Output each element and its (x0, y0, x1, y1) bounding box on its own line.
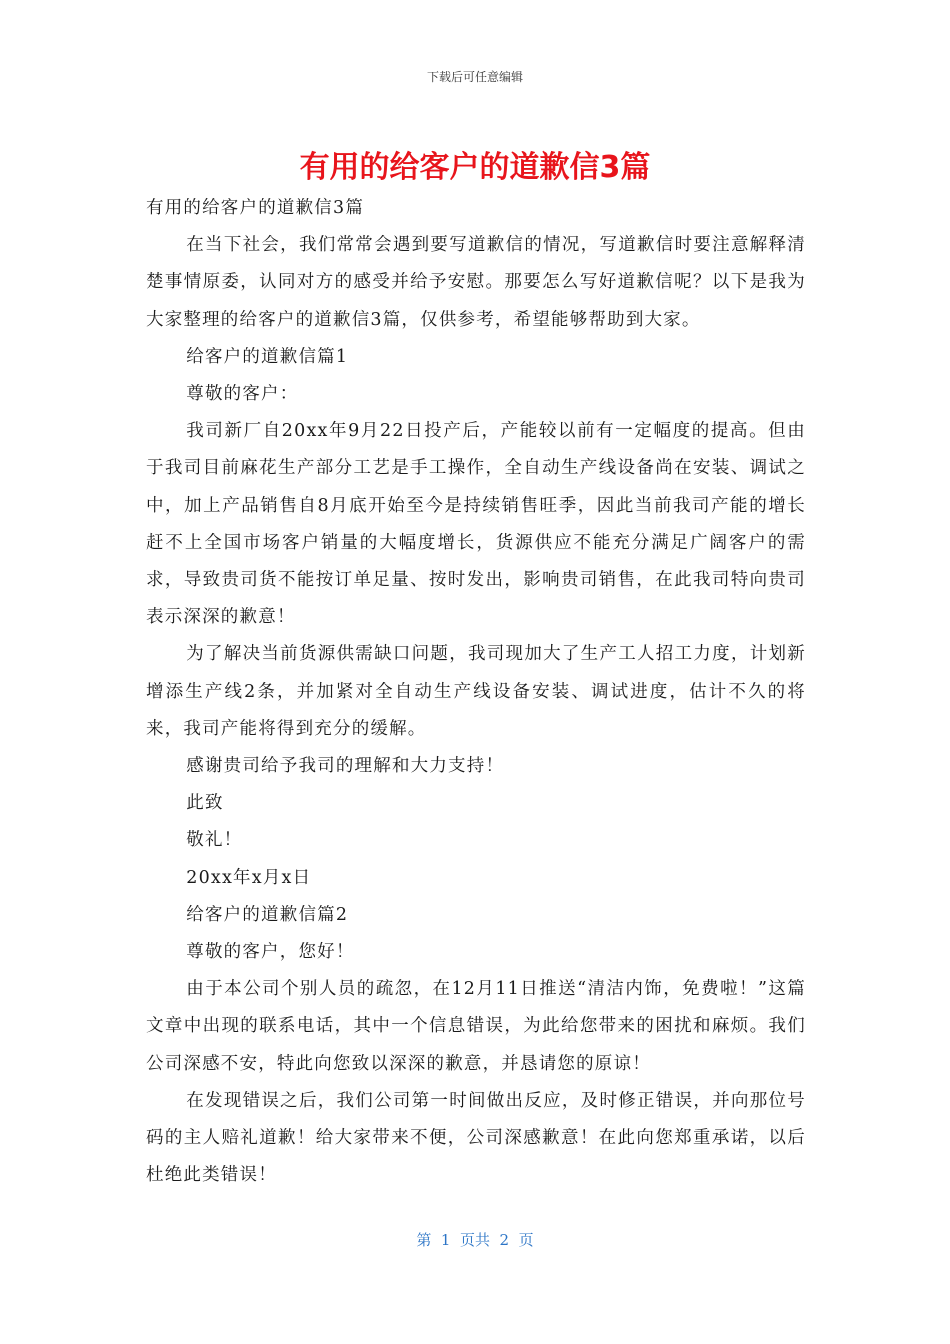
header-note: 下载后可任意编辑 (426, 70, 523, 84)
paragraph: 给客户的道歉信篇2 (186, 904, 349, 925)
paragraph: 此致 (186, 793, 224, 814)
paragraph: 为了解决当前货源供需缺口问题，我司现加大了生产工人招工力度，计划新增添生产线2条，并加紧对全自动生产线设备安装、调试进度，估计不久的将来，我司产能将得到充分的缓解。 (146, 644, 806, 739)
document-body (146, 190, 806, 1194)
paragraph: 尊敬的客户： (186, 384, 299, 405)
paragraph: 给客户的道歉信篇1 (186, 346, 349, 367)
paragraph: 由于本公司个别人员的疏忽，在12月11日推送“清洁内饰，免费啦！”这篇文章中出现的联系电话，其中一个信息错误，为此给您带来的困扰和麻烦。我们公司深感不安，特此向您致以深深的歉意，并恳请您的原谅！ (146, 979, 806, 1074)
paragraph: 在当下社会，我们常常会遇到要写道歉信的情况，写道歉信时要注意解释清楚事情原委，认同对方的感受并给予安慰。那要怎么写好道歉信呢？以下是我为大家整理的给客户的道歉信3篇，仅供参考，希望能够帮助到大家。 (146, 235, 806, 330)
paragraph: 我司新厂自20xx年9月22日投产后，产能较以前有一定幅度的提高。但由于我司目前麻花生产部分工艺是手工操作，全自动生产线设备尚在安装、调试之中，加上产品销售自8月底开始至今是持续销售旺季，因此当前我司产能的增长赶不上全国市场客户销量的大幅度增长，货源供应不能充分满足广阔客户的需求，导致贵司货不能按订单足量、按时发出，影响贵司销售，在此我司特向贵司表示深深的歉意！ (146, 421, 806, 628)
paragraph: 在发现错误之后，我们公司第一时间做出反应，及时修正错误，并向那位号码的主人赔礼道歉！给大家带来不便，公司深感歉意！在此向您郑重承诺，以后杜绝此类错误！ (146, 1090, 806, 1186)
paragraph: 感谢贵司给予我司的理解和大力支持！ (186, 756, 505, 777)
paragraph: 有用的给客户的道歉信3篇 (146, 198, 365, 218)
page-number-footer: 第 1 页共 2 页 (416, 1231, 534, 1249)
paragraph: 20xx年x月x日 (186, 867, 312, 888)
paragraph: 尊敬的客户，您好！ (186, 942, 355, 963)
document-title: 有用的给客户的道歉信3篇 (299, 150, 651, 185)
paragraph: 敬礼！ (186, 830, 243, 851)
